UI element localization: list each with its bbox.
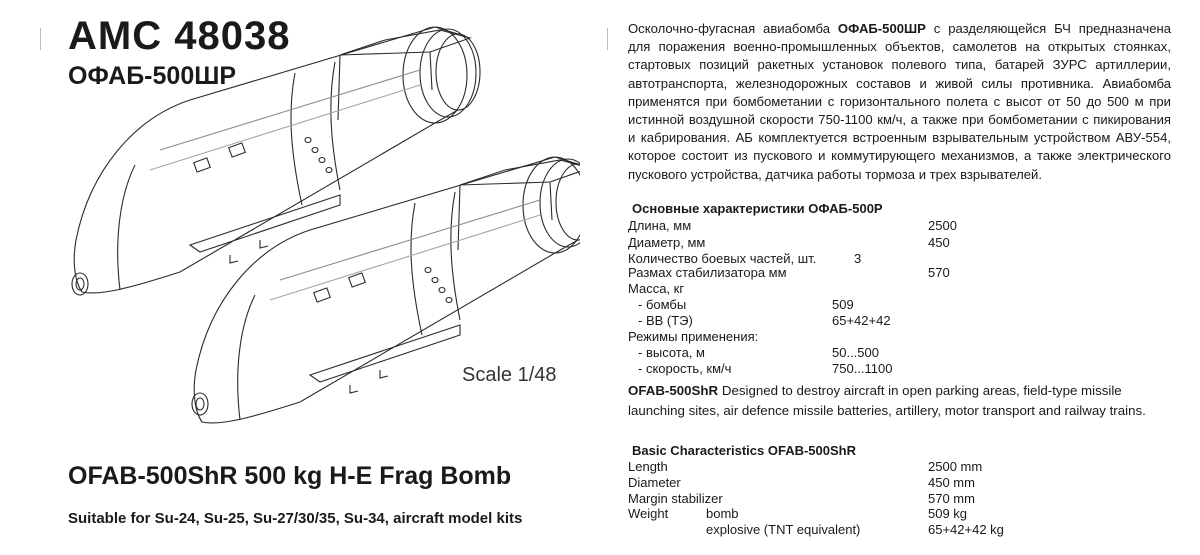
ru-speed-label: - скорость, км/ч — [638, 361, 732, 376]
en-desc-bold: OFAB-500ShR — [628, 383, 719, 398]
en-stabilizer-label: Margin stabilizer — [628, 491, 723, 506]
en-explosive-value: 65+42+42 kg — [928, 522, 1004, 537]
ru-desc-bold: ОФАБ-500ШР — [837, 21, 926, 36]
upper-bomb — [72, 27, 480, 295]
russian-description — [628, 20, 1171, 184]
product-name: ОФАБ-500ШР — [68, 62, 237, 90]
ru-span-value: 570 — [928, 265, 950, 280]
en-length-value: 2500 mm — [928, 459, 983, 474]
ru-bomb-value: 509 — [832, 297, 854, 312]
en-bomb-value: 509 kg — [928, 506, 968, 521]
ru-altitude-label: - высота, м — [638, 345, 705, 360]
product-code: AMC 48038 — [68, 14, 291, 58]
ru-warheads-value: 3 — [854, 251, 862, 266]
ru-warheads-label: Количество боевых частей, шт. — [628, 251, 817, 266]
english-title: OFAB-500ShR 500 kg H-E Frag Bomb — [68, 462, 512, 490]
ru-length-label: Длина, мм — [628, 218, 692, 233]
ru-diameter-value: 450 — [928, 235, 950, 250]
compatibility-note: Suitable for Su-24, Su-25, Su-27/30/35, Su-34, aircraft model kits — [68, 510, 523, 527]
en-length-label: Length — [628, 459, 668, 474]
en-diameter-value: 450 mm — [928, 475, 975, 490]
ru-desc-prefix: Осколочно-фугасная авиабомба — [628, 21, 838, 36]
scale-label: Scale 1/48 — [462, 364, 557, 386]
en-table-title: Basic Characteristics OFAB-500ShR — [632, 443, 856, 458]
en-stabilizer-value: 570 mm — [928, 491, 975, 506]
en-bomb-label: bomb — [706, 506, 739, 521]
ru-bomb-label: - бомбы — [638, 297, 687, 312]
ru-diameter-label: Диаметр, мм — [628, 235, 706, 250]
ru-explosive-value: 65+42+42 — [832, 313, 891, 328]
ru-explosive-label: - ВВ (ТЭ) — [638, 313, 693, 328]
en-weight-label: Weight — [628, 506, 669, 521]
ru-altitude-value: 50...500 — [832, 345, 879, 360]
column-divider-rule — [607, 28, 608, 50]
ru-desc-rest: с разделяющейся БЧ предназначена для поражения военно-промышленных объектов, самолетов на открытых стоянках, стартовых позиций ракетных установок полевого типа, батарей ЗУРС артиллерии, автотранспорта, железнодорожных составов и живой силы противника. Авиабомба применятся при бомбометании с горизонтального полета с высот от 50 до 500 м при истинной воздушной скорости 750-1100 км/ч, а также при бомбометании с пикирования и кабрирования. АБ комплектуется встроенным взрывательным устройством АВУ-554, которое состоит из пускового и коммутирующего механизмов, а также электрического пускового устройства, датчика работы тормоза и трех взрывателей. — [628, 21, 1171, 182]
ru-speed-value: 750...1100 — [832, 361, 893, 376]
ru-length-value: 2500 — [928, 218, 957, 233]
en-diameter-label: Diameter — [628, 475, 681, 490]
ru-span-label: Размах стабилизатора мм — [628, 265, 787, 280]
english-description — [628, 381, 1173, 421]
ru-table-title: Основные характеристики ОФАБ-500Р — [632, 201, 883, 216]
ru-mass-label: Масса, кг — [628, 281, 685, 296]
ru-modes-label: Режимы применения: — [628, 329, 759, 344]
en-explosive-label: explosive (TNT equivalent) — [706, 522, 861, 537]
en-desc-rest: Designed to destroy aircraft in open parking areas, field-type missile launching sites, air defence missile batteries, artillery, motor transport and railway trains. — [628, 383, 1146, 418]
